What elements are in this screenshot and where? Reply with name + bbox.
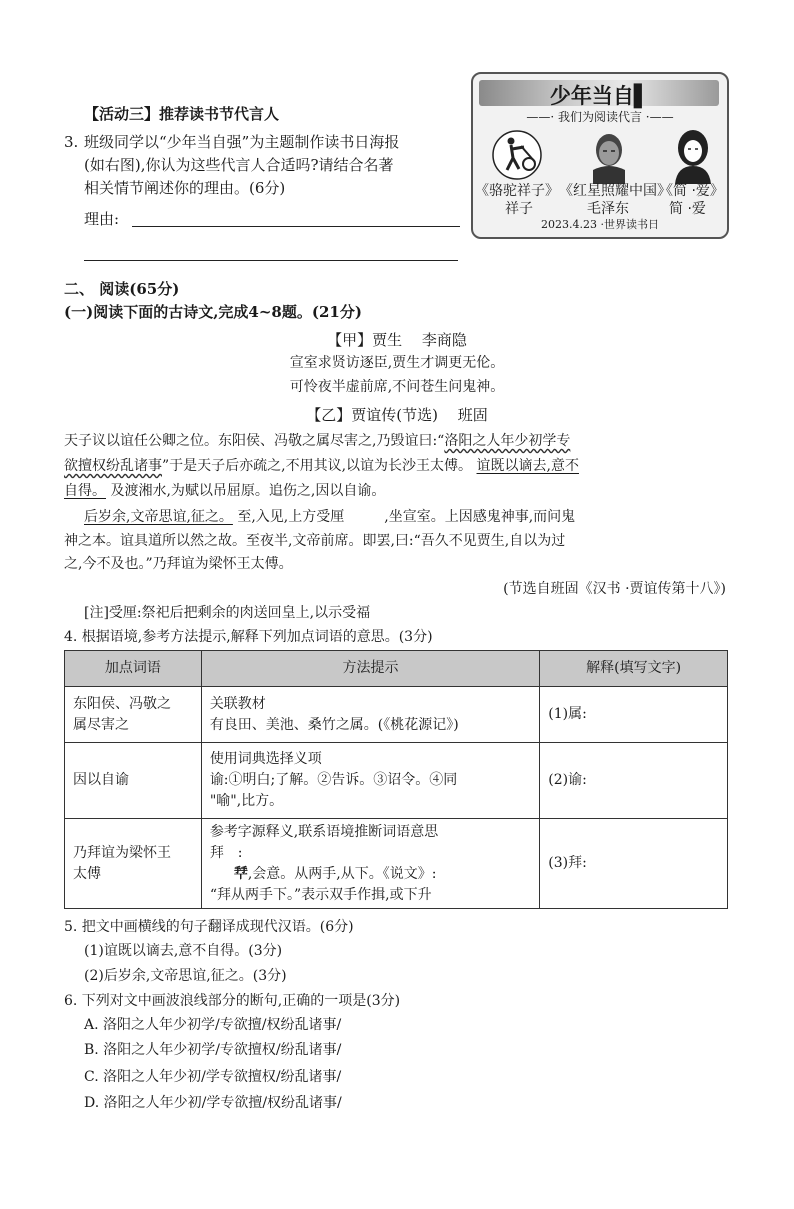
question-3-line2: (如右图),你认为这些代言人合适吗?请结合名著 xyxy=(84,156,394,174)
table-row xyxy=(65,687,728,743)
seal-glyph: 𢫶 xyxy=(233,865,248,882)
activity-heading: 【活动三】推荐读书节代言人 xyxy=(84,105,280,123)
prose-paragraph-1-line3 xyxy=(64,480,730,502)
question-5: 5. 把文中画横线的句子翻译成现代汉语。(6分) xyxy=(64,919,354,935)
section-subtitle: (一)阅读下面的古诗文,完成4~8题。(21分) xyxy=(64,303,362,321)
hint-cell: 关联教材 有良田、美池、桑竹之属。(《桃花源记》) xyxy=(201,687,539,743)
spokesperson-name-3: 简 ·爱 xyxy=(669,201,706,217)
table-header-row xyxy=(65,651,728,687)
poster-title: 少年当自▌ xyxy=(549,84,651,108)
jane-eyre-portrait-icon xyxy=(667,126,719,184)
word-cell: 东阳侯、冯敬之 属尽害之 xyxy=(65,687,202,743)
book-title-3: 《简 ·爱》 xyxy=(659,183,724,199)
hint-cell: 参考字源释义,联系语境推断词语意思 拜 : 𢫶,会意。从两手,从下。《说文》: “拜从两手下。”表示双手作揖,或下升 xyxy=(201,819,539,909)
question-3-line3: 相关情节阐述你的理由。(6分) xyxy=(84,179,286,197)
poem-line-2: 可怜夜半虚前席,不问苍生问鬼神。 xyxy=(289,379,505,395)
poem-title: 【甲】贾生 李商隐 xyxy=(327,331,467,349)
column-header: 解释(填写文字) xyxy=(540,651,728,687)
prose-text: 至,入见,上方受厘 xyxy=(237,509,345,525)
column-header: 方法提示 xyxy=(201,651,539,687)
option-d[interactable]: D. 洛阳之人年少初/学专欲擅/权纷乱诸事/ xyxy=(84,1095,342,1111)
rickshaw-puller-icon xyxy=(491,126,543,184)
question-6: 6. 下列对文中画波浪线部分的断句,正确的一项是(3分) xyxy=(64,993,401,1009)
prose-paragraph-2-line3: 之,今不及也。”乃拜谊为梁怀王太傅。 xyxy=(64,556,293,572)
translation-item-1: (1)谊既以谪去,意不自得。(3分) xyxy=(84,943,283,959)
mao-portrait-icon xyxy=(583,126,635,184)
prose-paragraph-2-line2: 神之本。谊具道所以然之故。至夜半,文帝前席。即罢,曰:“吾久不见贾生,自以为过 xyxy=(64,533,566,549)
table-row xyxy=(65,743,728,819)
answer-cell[interactable]: (1)属: xyxy=(540,687,728,743)
answer-line-1[interactable] xyxy=(132,226,460,227)
translation-item-2: (2)后岁余,文帝思谊,征之。(3分) xyxy=(84,968,287,984)
option-c[interactable]: C. 洛阳之人年少初/学专欲擅权/纷乱诸事/ xyxy=(84,1069,342,1085)
prose-text: 及渡湘水,为赋以吊屈原。追伤之,因以自谕。 xyxy=(110,483,386,499)
prose-text: 天子议以谊任公卿之位。东阳侯、冯敬之属尽害之,乃毁谊曰:“ xyxy=(64,433,445,449)
underlined-sentence-2: 后岁余,文帝思谊,征之。 xyxy=(84,509,233,525)
table-row xyxy=(65,819,728,909)
word-cell: 乃拜谊为梁怀王 太傅 xyxy=(65,819,202,909)
underlined-sentence-1-end: 自得。 xyxy=(64,483,106,499)
question-number: 3. xyxy=(64,133,79,151)
answer-cell[interactable]: (2)谕: xyxy=(540,743,728,819)
annotation-note: [注]受厘:祭祀后把剩余的肉送回皇上,以示受福 xyxy=(84,605,371,621)
question-3-line1: 班级同学以“少年当自强”为主题制作读书日海报 xyxy=(84,133,400,151)
option-b[interactable]: B. 洛阳之人年少初学/专欲擅权/纷乱诸事/ xyxy=(84,1042,342,1058)
prose-title: 【乙】贾谊传(节选) 班固 xyxy=(306,406,488,424)
spokesperson-name-2: 毛泽东 xyxy=(587,201,629,217)
wavy-underline-text: 洛阳之人年少初学专 xyxy=(444,433,571,449)
prose-text: ”于是天子后亦疏之,不用其议,以谊为长沙王太傅。 xyxy=(162,458,473,474)
underlined-sentence-1: 谊既以谪去,意不 xyxy=(476,458,579,474)
book-title-2: 《红星照耀中国》 xyxy=(559,183,671,199)
answer-line-2[interactable] xyxy=(84,260,458,261)
source-citation: (节选自班固《汉书 ·贾谊传第十八》) xyxy=(503,581,726,597)
hint-cell: 使用词典选择义项 谕:①明白;了解。②告诉。③诏令。④同 "喻",比方。 xyxy=(201,743,539,819)
reading-day-poster xyxy=(471,72,729,239)
prose-paragraph-1-line2 xyxy=(64,455,730,477)
reason-label: 理由: xyxy=(84,210,120,228)
poster-subtitle: ——· 我们为阅读代言 ·—— xyxy=(526,110,674,124)
prose-text: ,坐宣室。上因感鬼神事,而问鬼 xyxy=(384,509,576,525)
spokesperson-name-1: 祥子 xyxy=(505,201,533,217)
prose-paragraph-2-line1 xyxy=(84,506,730,528)
column-header: 加点词语 xyxy=(65,651,202,687)
question-4: 4. 根据语境,参考方法提示,解释下列加点词语的意思。(3分) xyxy=(64,629,433,645)
book-title-1: 《骆驼祥子》 xyxy=(475,183,559,199)
poster-date: 2023.4.23 ·世界读书日 xyxy=(541,218,659,231)
vocabulary-table xyxy=(64,650,728,909)
poem-line-1: 宣室求贤访逐臣,贾生才调更无伦。 xyxy=(289,355,505,371)
word-cell: 因以自谕 xyxy=(65,743,202,819)
section-title: 二、 阅读(65分) xyxy=(64,280,180,298)
answer-cell[interactable]: (3)拜: xyxy=(540,819,728,909)
prose-paragraph-1-line1 xyxy=(64,430,730,452)
wavy-underline-text: 欲擅权纷乱诸事 xyxy=(64,458,162,474)
option-a[interactable]: A. 洛阳之人年少初学/专欲擅/权纷乱诸事/ xyxy=(84,1017,342,1033)
